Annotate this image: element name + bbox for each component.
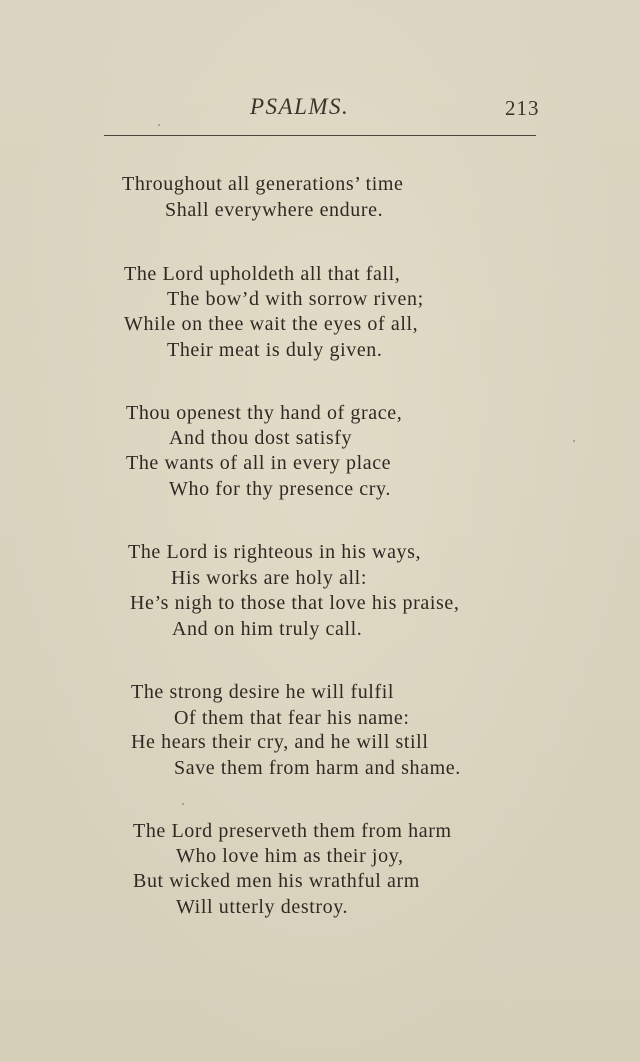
verse-line: Throughout all generations’ time — [122, 173, 404, 195]
verse-line: Of them that fear his name: — [174, 707, 410, 729]
verse-line: Will utterly destroy. — [176, 896, 349, 918]
verse-line: While on thee wait the eyes of all, — [124, 313, 419, 335]
verse-line: He’s nigh to those that love his praise, — [130, 592, 460, 614]
verse-line: The strong desire he will fulfil — [131, 681, 395, 703]
running-head-title: PSALMS. — [250, 94, 350, 119]
verse-line: The Lord upholdeth all that fall, — [124, 263, 401, 285]
verse-line: He hears their cry, and he will still — [131, 731, 429, 753]
verse-line: And thou dost satisfy — [169, 427, 353, 449]
verse-line: And on him truly call. — [172, 618, 363, 640]
verse-line: The Lord is righteous in his ways, — [128, 541, 422, 563]
verse-line: Save them from harm and shame. — [174, 757, 461, 779]
verse-line: His works are holy all: — [171, 567, 367, 589]
verse-line: But wicked men his wrathful arm — [133, 870, 420, 892]
verse-line: Who love him as their joy, — [176, 845, 404, 867]
verse-line: The bow’d with sorrow riven; — [167, 288, 424, 310]
paper-speck — [573, 440, 575, 442]
running-head — [0, 92, 640, 132]
verse-line: Thou openest thy hand of grace, — [126, 402, 403, 424]
verse-line: Shall everywhere endure. — [165, 199, 384, 221]
verse-line: The wants of all in every place — [126, 452, 392, 474]
page-number: 213 — [505, 96, 540, 120]
paper-speck — [182, 803, 184, 805]
verse-line: Who for thy presence cry. — [169, 478, 391, 500]
verse-line: The Lord preserveth them from harm — [133, 820, 452, 842]
header-rule — [104, 135, 536, 136]
verse-line: Their meat is duly given. — [167, 339, 383, 361]
paper-speck — [158, 124, 160, 126]
